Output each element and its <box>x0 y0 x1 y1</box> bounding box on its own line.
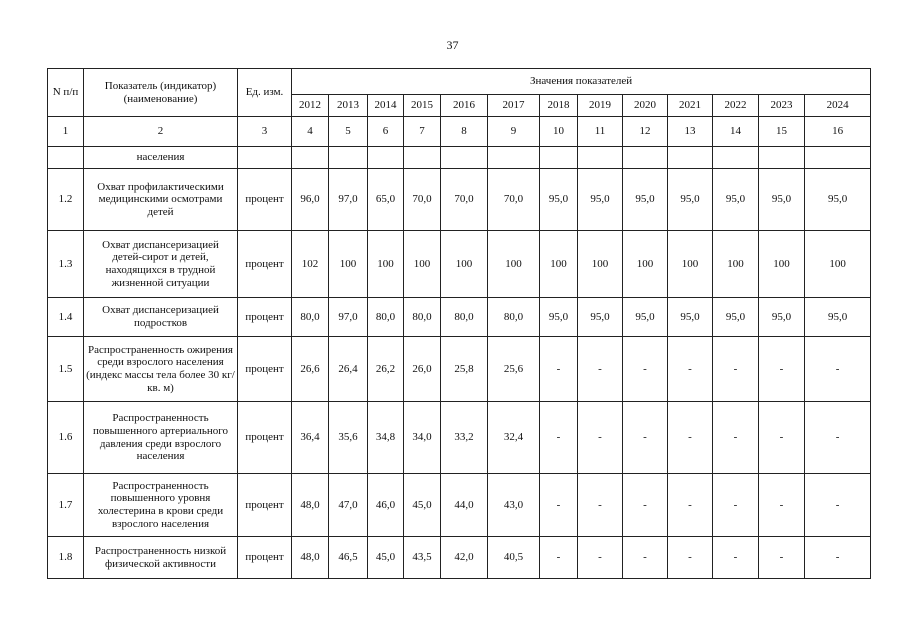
continuation-num <box>48 147 84 169</box>
year-header: 2024 <box>805 95 871 117</box>
value-cell: - <box>623 473 668 536</box>
empty-cell <box>578 147 623 169</box>
row-number: 1.4 <box>48 298 84 337</box>
column-number: 6 <box>368 117 404 147</box>
value-cell: 45,0 <box>404 473 441 536</box>
value-cell: 46,0 <box>368 473 404 536</box>
year-header: 2022 <box>713 95 759 117</box>
column-number: 2 <box>84 117 238 147</box>
value-cell: 70,0 <box>404 169 441 230</box>
value-cell: 70,0 <box>441 169 488 230</box>
value-cell: 95,0 <box>668 298 713 337</box>
value-cell: 95,0 <box>713 298 759 337</box>
column-number: 3 <box>238 117 292 147</box>
value-cell: 36,4 <box>292 402 329 473</box>
indicator-name: Распространенность повышенного артериального давления среди взрослого населения <box>84 402 238 473</box>
column-number: 9 <box>488 117 540 147</box>
empty-cell <box>368 147 404 169</box>
year-header: 2013 <box>329 95 368 117</box>
table-row <box>48 473 871 536</box>
value-cell: - <box>578 402 623 473</box>
value-cell: - <box>759 402 805 473</box>
value-cell: 34,8 <box>368 402 404 473</box>
value-cell: - <box>623 537 668 579</box>
year-header: 2019 <box>578 95 623 117</box>
table-row <box>48 336 871 401</box>
value-cell: 95,0 <box>623 298 668 337</box>
value-cell: - <box>578 537 623 579</box>
value-cell: - <box>805 473 871 536</box>
unit-cell: процент <box>238 336 292 401</box>
value-cell: - <box>623 336 668 401</box>
value-cell: 102 <box>292 230 329 297</box>
value-cell: 95,0 <box>713 169 759 230</box>
table-row <box>48 230 871 297</box>
value-cell: - <box>713 537 759 579</box>
unit-cell: процент <box>238 298 292 337</box>
value-cell: 100 <box>329 230 368 297</box>
header-num: N п/п <box>48 69 84 117</box>
row-number: 1.3 <box>48 230 84 297</box>
value-cell: - <box>540 402 578 473</box>
value-cell: - <box>623 402 668 473</box>
indicator-name: Охват профилактическими медицинскими осмотрами детей <box>84 169 238 230</box>
column-number: 15 <box>759 117 805 147</box>
value-cell: 26,2 <box>368 336 404 401</box>
value-cell: 95,0 <box>578 169 623 230</box>
unit-cell: процент <box>238 169 292 230</box>
value-cell: - <box>713 473 759 536</box>
value-cell: - <box>668 336 713 401</box>
empty-cell <box>668 147 713 169</box>
value-cell: 100 <box>404 230 441 297</box>
value-cell: 95,0 <box>759 169 805 230</box>
indicators-table <box>47 68 871 579</box>
table-row <box>48 298 871 337</box>
value-cell: 80,0 <box>404 298 441 337</box>
value-cell: - <box>713 402 759 473</box>
value-cell: - <box>668 402 713 473</box>
value-cell: - <box>805 537 871 579</box>
value-cell: - <box>805 336 871 401</box>
value-cell: 95,0 <box>805 298 871 337</box>
table-body <box>48 147 871 579</box>
year-header: 2023 <box>759 95 805 117</box>
value-cell: 80,0 <box>368 298 404 337</box>
column-number: 14 <box>713 117 759 147</box>
value-cell: 80,0 <box>292 298 329 337</box>
value-cell: - <box>668 537 713 579</box>
value-cell: - <box>668 473 713 536</box>
value-cell: 100 <box>759 230 805 297</box>
column-number: 10 <box>540 117 578 147</box>
value-cell: 47,0 <box>329 473 368 536</box>
column-numbers-row <box>48 117 871 147</box>
value-cell: - <box>805 402 871 473</box>
column-number: 16 <box>805 117 871 147</box>
row-number: 1.6 <box>48 402 84 473</box>
value-cell: 95,0 <box>540 298 578 337</box>
value-cell: 32,4 <box>488 402 540 473</box>
continuation-row <box>48 147 871 169</box>
value-cell: 45,0 <box>368 537 404 579</box>
value-cell: 40,5 <box>488 537 540 579</box>
empty-cell <box>488 147 540 169</box>
column-number: 4 <box>292 117 329 147</box>
table-row <box>48 402 871 473</box>
value-cell: - <box>713 336 759 401</box>
value-cell: 95,0 <box>668 169 713 230</box>
value-cell: 100 <box>441 230 488 297</box>
indicator-name: Охват диспансеризацией подростков <box>84 298 238 337</box>
value-cell: 95,0 <box>805 169 871 230</box>
value-cell: 33,2 <box>441 402 488 473</box>
value-cell: 97,0 <box>329 298 368 337</box>
unit-cell: процент <box>238 537 292 579</box>
value-cell: 44,0 <box>441 473 488 536</box>
value-cell: - <box>540 473 578 536</box>
page-number: 37 <box>446 38 459 52</box>
year-header: 2012 <box>292 95 329 117</box>
row-number: 1.8 <box>48 537 84 579</box>
value-cell: - <box>578 473 623 536</box>
value-cell: 100 <box>540 230 578 297</box>
column-number: 12 <box>623 117 668 147</box>
value-cell: 80,0 <box>441 298 488 337</box>
value-cell: 26,4 <box>329 336 368 401</box>
value-cell: 46,5 <box>329 537 368 579</box>
table-row <box>48 537 871 579</box>
value-cell: 35,6 <box>329 402 368 473</box>
column-number: 8 <box>441 117 488 147</box>
value-cell: - <box>540 537 578 579</box>
empty-cell <box>441 147 488 169</box>
empty-cell <box>805 147 871 169</box>
column-number: 11 <box>578 117 623 147</box>
value-cell: 97,0 <box>329 169 368 230</box>
empty-cell <box>759 147 805 169</box>
unit-cell: процент <box>238 230 292 297</box>
header-row <box>48 69 871 95</box>
empty-cell <box>623 147 668 169</box>
year-header: 2014 <box>368 95 404 117</box>
indicator-name: Распространенность ожирения среди взрослого населения (индекс массы тела более 30 кг/кв. м) <box>84 336 238 401</box>
empty-cell <box>404 147 441 169</box>
value-cell: 43,0 <box>488 473 540 536</box>
year-header: 2016 <box>441 95 488 117</box>
row-number: 1.2 <box>48 169 84 230</box>
empty-cell <box>292 147 329 169</box>
empty-cell <box>540 147 578 169</box>
indicator-name: Охват диспансеризацией детей-сирот и детей, находящихся в трудной жизненной ситуации <box>84 230 238 297</box>
value-cell: 25,8 <box>441 336 488 401</box>
row-number: 1.5 <box>48 336 84 401</box>
indicator-name: Распространенность низкой физической активности <box>84 537 238 579</box>
value-cell: 100 <box>713 230 759 297</box>
value-cell: 25,6 <box>488 336 540 401</box>
table-row <box>48 169 871 230</box>
column-number: 7 <box>404 117 441 147</box>
header-values: Значения показателей <box>292 69 871 95</box>
unit-cell: процент <box>238 473 292 536</box>
value-cell: - <box>759 336 805 401</box>
value-cell: 100 <box>805 230 871 297</box>
value-cell: 34,0 <box>404 402 441 473</box>
value-cell: - <box>540 336 578 401</box>
value-cell: 95,0 <box>540 169 578 230</box>
value-cell: 96,0 <box>292 169 329 230</box>
value-cell: - <box>759 473 805 536</box>
header-unit: Ед. изм. <box>238 69 292 117</box>
indicator-name: Распространенность повышенного уровня холестерина в крови среди взрослого населения <box>84 473 238 536</box>
year-header: 2017 <box>488 95 540 117</box>
continuation-name: населения <box>84 147 238 169</box>
value-cell: 26,6 <box>292 336 329 401</box>
year-header: 2018 <box>540 95 578 117</box>
header-indicator: Показатель (индикатор) (наименование) <box>84 69 238 117</box>
value-cell: 100 <box>623 230 668 297</box>
year-header: 2020 <box>623 95 668 117</box>
value-cell: - <box>578 336 623 401</box>
unit-cell: процент <box>238 402 292 473</box>
value-cell: 70,0 <box>488 169 540 230</box>
value-cell: 100 <box>368 230 404 297</box>
value-cell: - <box>759 537 805 579</box>
value-cell: 43,5 <box>404 537 441 579</box>
value-cell: 48,0 <box>292 537 329 579</box>
empty-cell <box>329 147 368 169</box>
continuation-unit <box>238 147 292 169</box>
column-number: 5 <box>329 117 368 147</box>
value-cell: 95,0 <box>578 298 623 337</box>
value-cell: 100 <box>578 230 623 297</box>
value-cell: 95,0 <box>759 298 805 337</box>
column-number: 13 <box>668 117 713 147</box>
row-number: 1.7 <box>48 473 84 536</box>
year-header: 2015 <box>404 95 441 117</box>
value-cell: 100 <box>488 230 540 297</box>
column-number: 1 <box>48 117 84 147</box>
year-header: 2021 <box>668 95 713 117</box>
value-cell: 80,0 <box>488 298 540 337</box>
value-cell: 26,0 <box>404 336 441 401</box>
empty-cell <box>713 147 759 169</box>
value-cell: 100 <box>668 230 713 297</box>
value-cell: 65,0 <box>368 169 404 230</box>
value-cell: 95,0 <box>623 169 668 230</box>
value-cell: 42,0 <box>441 537 488 579</box>
value-cell: 48,0 <box>292 473 329 536</box>
